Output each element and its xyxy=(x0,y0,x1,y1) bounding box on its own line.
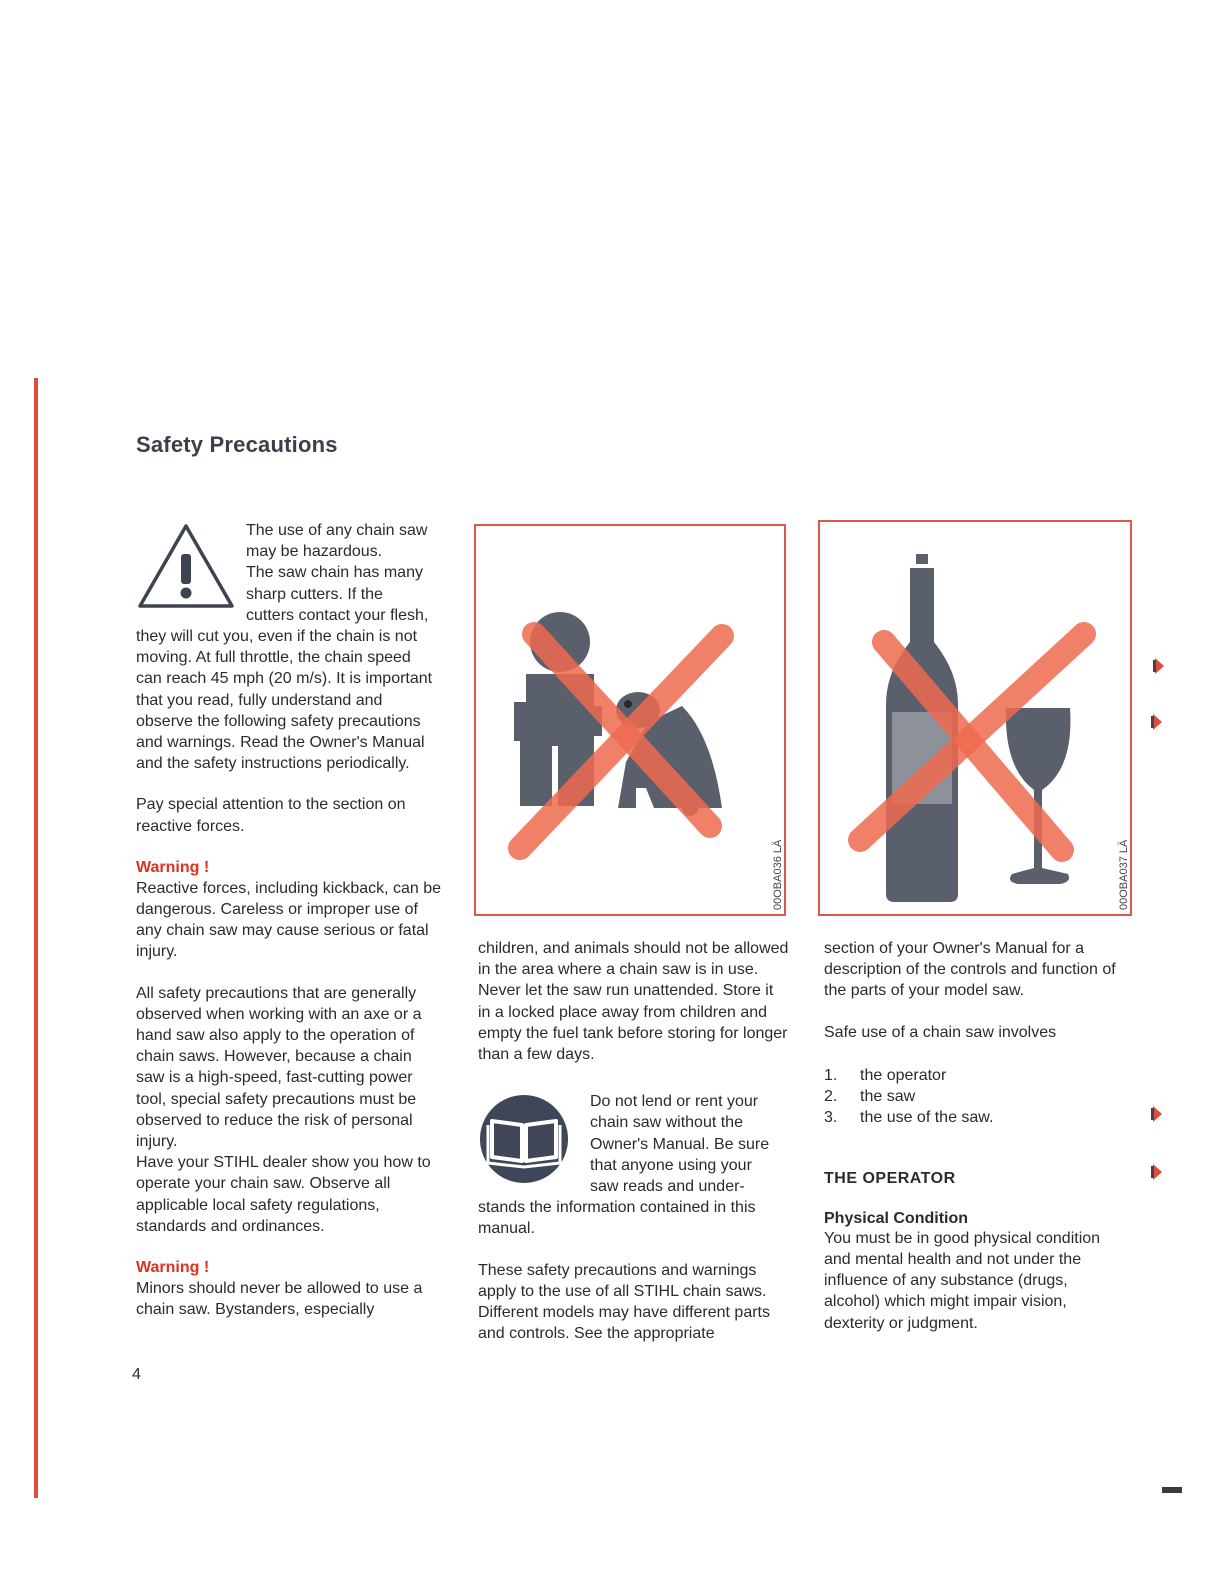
manual-line: chain saw without the xyxy=(590,1114,743,1132)
manual-line: saw reads and under- xyxy=(590,1178,745,1196)
controls-paragraph: section of your Owner's Manual for a description of the controls and function of the parts of your model saw. xyxy=(824,940,1116,1000)
warning-label: Warning ! xyxy=(136,1259,210,1277)
subheading-physical-condition: Physical Condition xyxy=(824,1209,969,1227)
index-tab-marker xyxy=(1152,656,1166,676)
safe-use-list xyxy=(824,1065,1124,1128)
figure-no-children-animals xyxy=(474,524,786,916)
figure-code: 00OBA037 LÄ xyxy=(1118,839,1130,910)
book-manual-icon xyxy=(478,1093,574,1185)
list-number: 3. xyxy=(824,1108,838,1126)
index-tab-marker xyxy=(1150,1162,1164,1182)
list-number: 1. xyxy=(824,1066,838,1084)
column-1 xyxy=(136,520,446,1321)
list-number: 2. xyxy=(824,1087,838,1105)
supervision-paragraph: children, and animals should not be allowed in the area where a chain saw is in use. Never let the saw run unattended. Store it in a locked place away from children and empty the fuel tank before storing for longer than a few days. xyxy=(478,940,789,1064)
column-2 xyxy=(478,938,790,1344)
list-text: the saw xyxy=(860,1087,916,1105)
physical-condition-paragraph: You must be in good physical condition and mental health and not under the influence of any substance (drugs, alcohol) which might impair vision, dexterity or judgment. xyxy=(824,1229,1101,1332)
manual-line: that anyone using your xyxy=(590,1156,752,1174)
index-tab-marker xyxy=(1150,712,1164,732)
margin-rule xyxy=(34,378,38,1498)
warning-triangle-icon xyxy=(136,522,236,610)
warning-text: Minors should never be allowed to use a chain saw. Bystanders, especially xyxy=(136,1280,423,1319)
warning-label: Warning ! xyxy=(136,858,210,876)
intro-line: cutters contact your flesh, xyxy=(246,606,429,624)
manual-wrapped-text xyxy=(590,1091,790,1197)
list-text: the operator xyxy=(860,1066,947,1084)
general-precautions-paragraph: All safety precautions that are generally observed when working with an axe or a hand saw also apply to the operation of chain saws. However, because a chain saw is a high-speed, fast-cutting power tool, special safety precautions must be observed to reduce the risk of personal injury. xyxy=(136,984,422,1151)
manual-line: Owner's Manual. Be sure xyxy=(590,1135,770,1153)
list-item xyxy=(824,1065,1124,1086)
list-item xyxy=(824,1107,1124,1128)
intro-paragraph: they will cut you, even if the chain is not moving. At full throttle, the chain speed can reach 45 mph (20 m/s). It is important that you read, fully understand and observe the following safety precautions and warnings. Read the Owner's Manual and the safety instructions periodically. xyxy=(136,628,433,773)
figure-code: 00OBA036 LÄ xyxy=(772,839,784,910)
list-item xyxy=(824,1086,1124,1107)
scan-mark xyxy=(1162,1487,1182,1493)
manual-paragraph: stands the information contained in this manual. xyxy=(478,1199,756,1238)
manual-notice xyxy=(478,1091,790,1239)
intro-line: may be hazardous. xyxy=(246,543,383,561)
warning-text: Reactive forces, including kickback, can be dangerous. Careless or improper use of any chain saw may cause serious or fatal injury. xyxy=(136,879,442,961)
figure-no-alcohol xyxy=(818,520,1132,916)
page-number: 4 xyxy=(132,1366,141,1383)
reactive-forces-note: Pay special attention to the section on reactive forces. xyxy=(136,796,406,835)
dealer-paragraph: Have your STIHL dealer show you how to operate your chain saw. Observe all applicable local safety regulations, standards and ordinances. xyxy=(136,1154,431,1235)
children-animals-prohibited-pictogram xyxy=(476,526,784,914)
intro-line: The saw chain has many xyxy=(246,564,423,582)
column-3 xyxy=(824,938,1124,1334)
safe-use-intro: Safe use of a chain saw involves xyxy=(824,1023,1057,1041)
list-text: the use of the saw. xyxy=(860,1108,994,1126)
manual-line: Do not lend or rent your xyxy=(590,1093,759,1111)
intro-wrapped-text xyxy=(246,520,446,626)
index-tab-marker xyxy=(1150,1104,1164,1124)
intro-line: The use of any chain saw xyxy=(246,522,428,539)
section-heading-operator: THE OPERATOR xyxy=(824,1169,956,1187)
page-title: Safety Precautions xyxy=(136,432,338,457)
intro-line: sharp cutters. If the xyxy=(246,585,383,603)
alcohol-prohibited-pictogram xyxy=(820,522,1130,914)
applicability-paragraph: These safety precautions and warnings apply to the use of all STIHL chain saws. Different models may have different parts and controls. See the appropriate xyxy=(478,1261,770,1343)
